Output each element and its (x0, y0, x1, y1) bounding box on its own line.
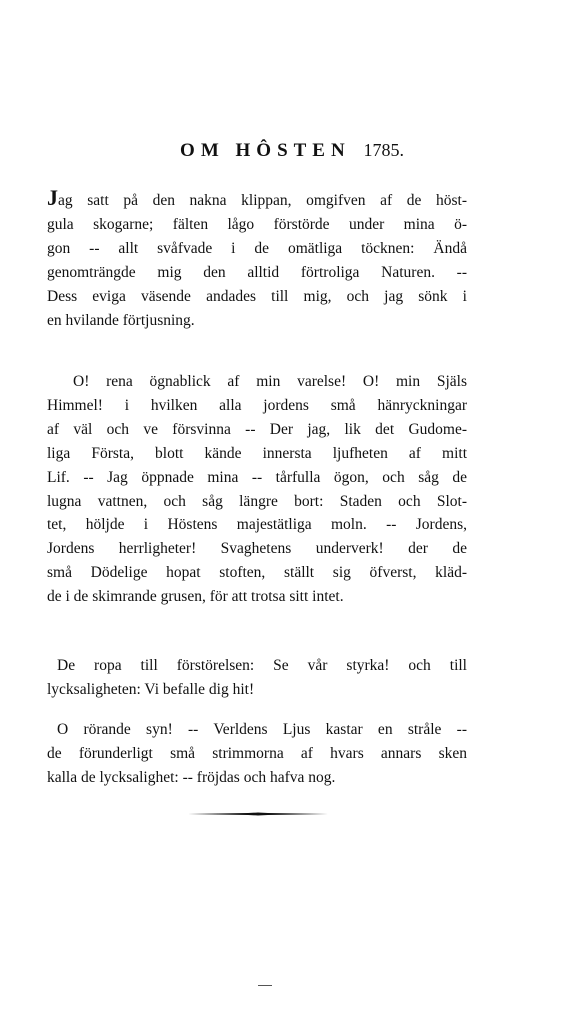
chapter-title-text: OM HÔSTEN (180, 140, 351, 161)
text-line: Himmel! i hvilken alla jordens små hänryckningar (47, 396, 467, 414)
text-line: O rörande syn! -- Verldens Ljus kastar en stråle -- (57, 721, 467, 738)
text-line: af väl och ve försvinna -- Der jag, lik det Gudome- (47, 420, 467, 438)
text-line: tet, höljde i Höstens majestätliga moln. -- Jordens, (47, 516, 467, 534)
paragraph-3 (47, 654, 467, 702)
text-line-content: ag satt på den nakna klippan, omgifven af de höst- (58, 192, 467, 209)
text-line: Lif. -- Jag öppnade mina -- tårfulla ögon, och såg de (47, 468, 467, 486)
text-line: Dess eviga väsende andades till mig, och jag sönk i (47, 287, 467, 305)
text-line (47, 186, 467, 213)
text-line: de förunderligt små strimmorna af hvars annars sken (47, 744, 467, 762)
paragraph-2 (47, 370, 467, 609)
text-line: gon -- allt svåfvade i de omätliga töcknen: Ändå (47, 239, 467, 257)
footer-mark (258, 985, 272, 986)
ornament-line-icon (188, 812, 328, 816)
text-line: De ropa till förstörelsen: Se vår styrka! och till (57, 657, 467, 674)
text-line: lycksaligheten: Vi befalle dig hit! (47, 680, 255, 698)
text-line: genomträngde mig den alltid förtroliga Naturen. -- (47, 263, 467, 281)
paragraph-1 (47, 186, 467, 332)
text-line: liga Första, blott kände innersta ljufheten af mitt (47, 444, 467, 462)
chapter-title (0, 140, 584, 162)
text-line: en hvilande förtjusning. (47, 311, 195, 329)
end-ornament-rule (188, 812, 328, 815)
text-line: O! rena ögnablick af min varelse! O! min Själs (73, 373, 467, 390)
text-line: Jordens herrligheter! Svaghetens underverk! der de (47, 540, 467, 558)
text-line: kalla de lycksalighet: -- fröjdas och hafva nog. (47, 768, 336, 786)
text-line: de i de skimrande grusen, för att trotsa sitt intet. (47, 588, 344, 606)
paragraph-4 (47, 718, 467, 790)
text-line: gula skogarne; fälten lågo förstörde under mina ö- (47, 215, 467, 233)
text-line: små Dödelige hopat stoften, ställt sig öfverst, kläd- (47, 564, 467, 582)
text-line: lugna vattnen, och såg längre bort: Staden och Slot- (47, 492, 467, 510)
chapter-year: 1785. (363, 140, 404, 160)
drop-cap: J (47, 185, 58, 210)
